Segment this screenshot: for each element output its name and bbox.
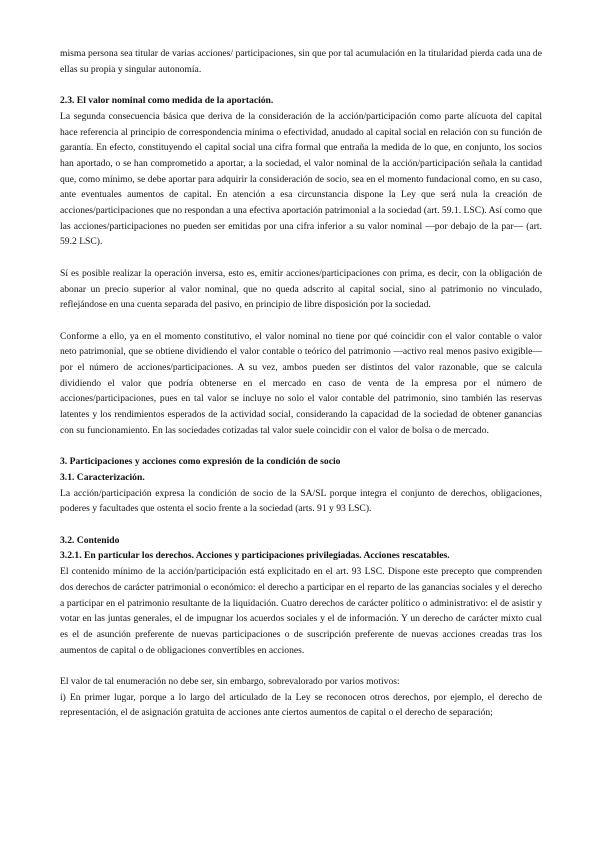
heading-3: 3. Participaciones y acciones como expresión de la condición de socio [60,456,341,468]
paragraph-3-1: La acción/participación expresa la condición de socio de la SA/SL porque integra el conjunto de derechos, obligaciones, poderes y facultades que ostenta el socio frente a la sociedad (arts. 91 y 93 LSC). [60,487,542,515]
heading-2-3: 2.3. El valor nominal como medida de la aportación. [60,95,274,107]
paragraph-2-3-b: Sí es posible realizar la operación inversa, esto es, emitir acciones/participaciones con prima, es decir, con la obligación de abonar un precio superior al valor nominal, que no queda adscrito al capital social, sino al patrimonio no vinculado, reflejándose en una cuenta separada del pasivo, en principio de libre disposición por la sociedad. [60,267,542,311]
heading-3-2: 3.2. Contenido [60,534,120,546]
document-page [60,46,542,721]
paragraph-2-3-c: Conforme a ello, ya en el momento constitutivo, el valor nominal no tiene por qué coincidir con el valor contable o valor neto patrimonial, que se obtiene dividiendo el valor contable o teórico del patrimonio —activo real menos pasivo exigible— por el número de acciones/participaciones. A su vez, ambos pueden ser distintos del valor razonable, que se calcula dividiendo el valor que podría obtenerse en el mercado en caso de venta de la empresa por el número de acciones/participaciones, pues en tal valor se incluye no solo el valor contable del patrimonio, sino también las reservas latentes y los rendimientos esperados de la actividad social, considerando la capacidad de la sociedad de obtener ganancias con su funcionamiento. En las sociedades cotizadas tal valor suele coincidir con el valor de bolsa o de mercado. [60,330,542,436]
paragraph-3-2-1-a: El contenido mínimo de la acción/participación está explicitado en el art. 93 LSC. Dispone este precepto que comprenden dos derechos de carácter patrimonial o económico: el derecho a participar en el reparto de las ganancias sociales y el derecho a participar en el patrimonio resultante de la liquidación. Cuatro derechos de carácter político o administrativo: el de asistir y votar en las juntas generales, el de impugnar los acuerdos sociales y el de información. Y un derecho de carácter mixto cual es el de asunción preferente de nuevas participaciones o de suscripción preferente de nuevas acciones creadas tras los aumentos de capital o de obligaciones convertibles en acciones. [60,566,542,656]
heading-3-1: 3.1. Caracterización. [60,471,145,483]
paragraph-3-2-1-c: i) En primer lugar, porque a lo largo del articulado de la Ley se reconocen otros derechos, por ejemplo, el derecho de representación, el de asignación gratuita de acciones ante ciertos aumentos de capital o el derecho de separación; [60,691,542,719]
heading-3-2-1: 3.2.1. En particular los derechos. Acciones y participaciones privilegiadas. Acciones rescatables. [60,550,450,562]
paragraph-2-3-a: La segunda consecuencia básica que deriva de la consideración de la acción/participación como parte alícuota del capital hace referencia al principio de correspondencia mínima o efectividad, anudado al capital social en relación con su función de garantía. En efecto, constituyendo el capital social una cifra formal que entraña la medida de lo que, en conjunto, los socios han aportado, o se han comprometido a aportar, a la sociedad, el valor nominal de la acción/participación señala la cantidad que, como mínimo, se debe aportar para adquirir la consideración de socio, sea en el momento fundacional como, en su caso, ante eventuales aumentos de capital. En atención a esa circunstancia dispone la Ley que será nula la creación de acciones/participaciones que no respondan a una efectiva aportación patrimonial a la sociedad (art. 59.1. LSC). Así como que las acciones/participaciones no pueden ser emitidas por una cifra inferior a su valor nominal —por debajo de la par— (art. 59.2 LSC). [60,110,542,248]
paragraph-3-2-1-b: El valor de tal enumeración no debe ser, sin embargo, sobrevalorado por varios motivos: [60,676,400,688]
paragraph-intro: misma persona sea titular de varias acciones/ participaciones, sin que por tal acumulación en la titularidad pierda cada una de ellas su propia y singular autonomía. [60,48,542,75]
